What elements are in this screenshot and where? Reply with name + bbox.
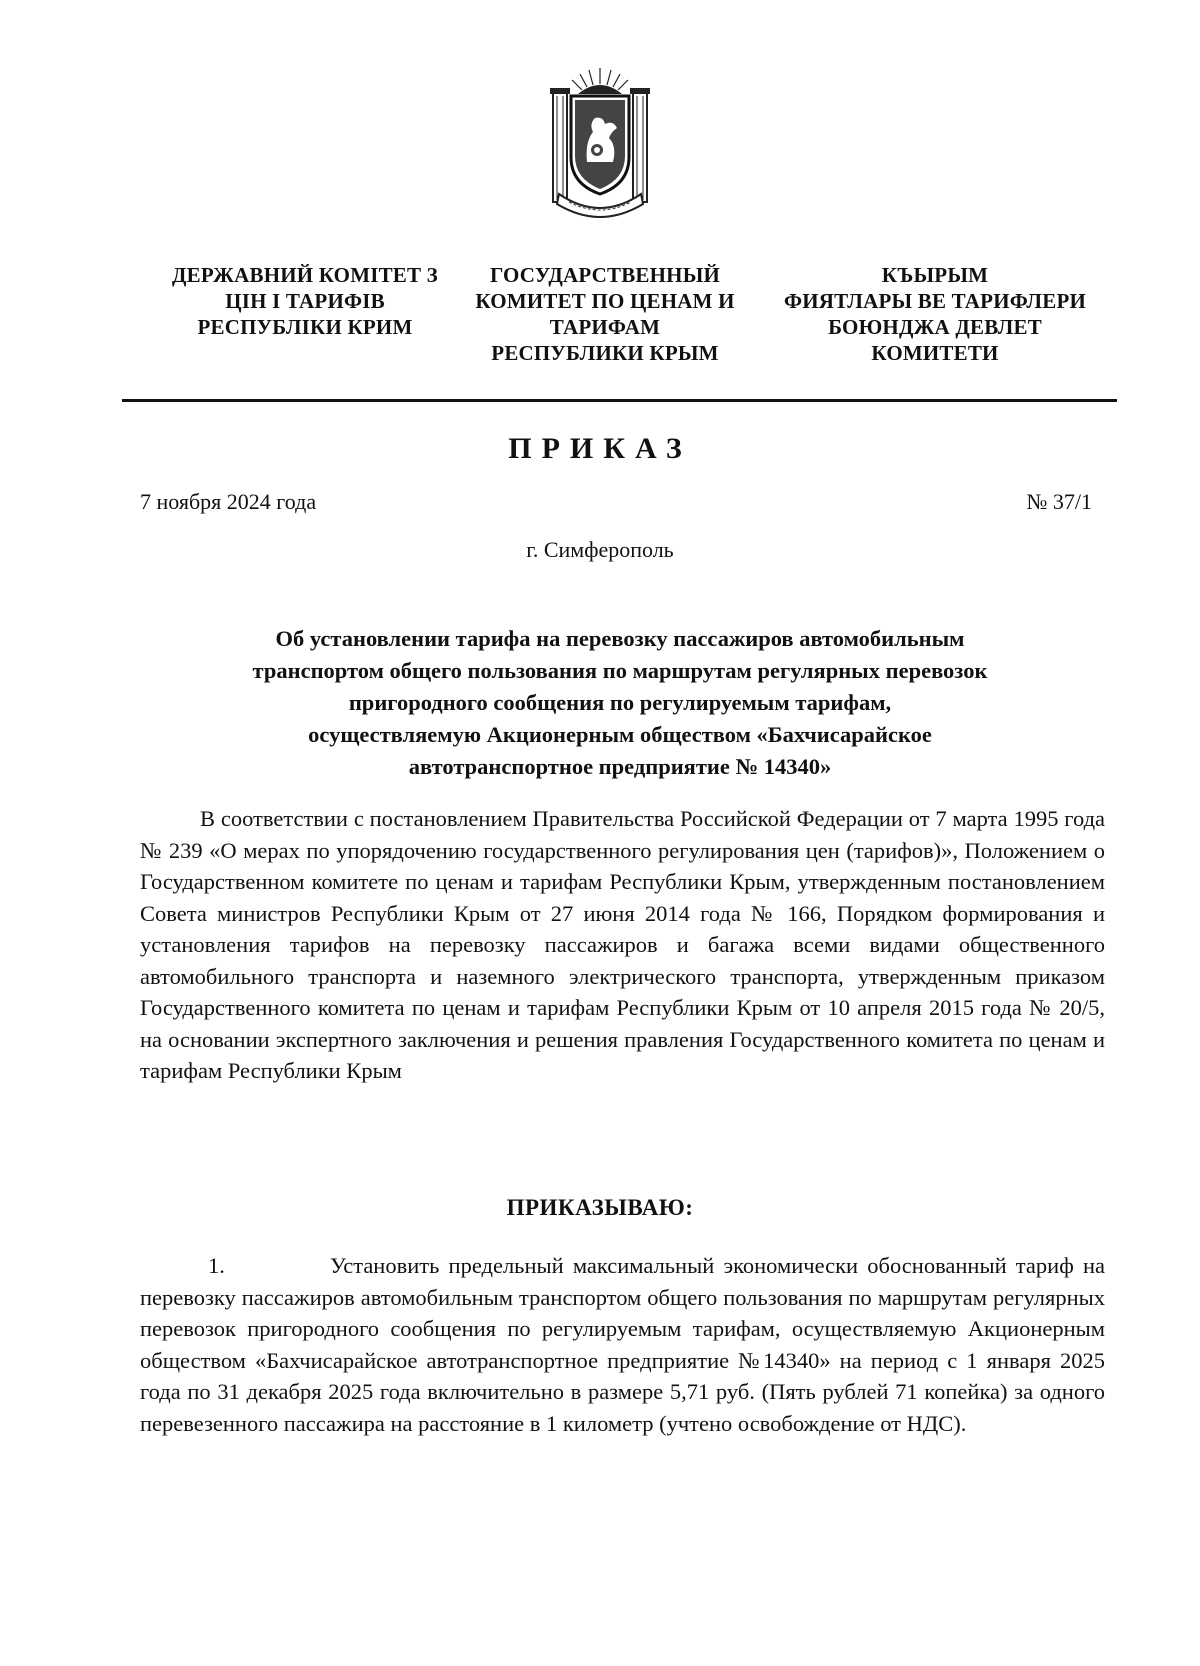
crimea-coat-of-arms-icon — [545, 62, 655, 222]
org-name-crimean-tatar: КЪЫРЫМ ФИЯТЛАРЫ ВЕ ТАРИФЛЕРИ БОЮНДЖА ДЕВЛЕТ КОМИТЕТИ — [783, 263, 1087, 365]
order-item-number: 1. — [208, 1253, 225, 1278]
header-divider — [122, 399, 1117, 402]
resolve-heading: ПРИКАЗЫВАЮ: — [506, 1195, 694, 1220]
preamble-paragraph: В соответствии с постановлением Правительства Российской Федерации от 7 марта 1995 года № 239 «О мерах по упорядочению государственного регулирования цен (тарифов)», Положением о Государственном комитете по ценам и тарифам Республики Крым, утвержденным постановлением Совета министров Республики Крым от 27 июня 2014 года № 166, Порядком формирования и установления тарифов на перевозку пассажиров и багажа всеми видами общественного автомобильного транспорта и наземного электрического транспорта, утвержденным приказом Государственного комитета по ценам и тарифам Республики Крым от 10 апреля 2015 года № 20/5, на основании экспертного заключения и решения правления Государственного комитета по ценам и тарифам Республики Крым — [140, 806, 1105, 1083]
document-number: № 37/1 — [1026, 489, 1092, 514]
document-subject: Об установлении тарифа на перевозку пассажиров автомобильным транспортом общего пользования по маршрутам регулярных перевозок пригородного сообщения по регулируемым тарифам, осуществляемую Акционерным обществом «Бахчисарайское автотранспортное предприятие № 14340» — [252, 626, 988, 779]
document-type-title: ПРИКАЗ — [508, 432, 692, 465]
document-city: г. Симферополь — [526, 537, 674, 562]
document-date: 7 ноября 2024 года — [140, 489, 317, 514]
org-name-ukrainian: ДЕРЖАВНИЙ КОМІТЕТ З ЦІН І ТАРИФІВ РЕСПУБЛІКИ КРИМ — [172, 263, 438, 339]
order-item-text: Установить предельный максимальный экономически обоснованный тариф на перевозку пассажиров автомобильным транспортом общего пользования по маршрутам регулярных перевозок пригородного сообщения по регулируемым тарифам, осуществляемую Акционерным обществом «Бахчисарайское автотранспортное предприятие №14340» на период с 1 января 2025 года по 31 декабря 2025 года включительно в размере 5,71 руб. (Пять рублей 71 копейка) за одного перевезенного пассажира на расстояние в 1 километр (учтено освобождение от НДС). — [140, 1253, 1105, 1436]
org-name-russian: ГОСУДАРСТВЕННЫЙ КОМИТЕТ ПО ЦЕНАМ И ТАРИФАМ РЕСПУБЛИКИ КРЫМ — [475, 263, 735, 365]
order-item — [140, 1250, 1105, 1439]
